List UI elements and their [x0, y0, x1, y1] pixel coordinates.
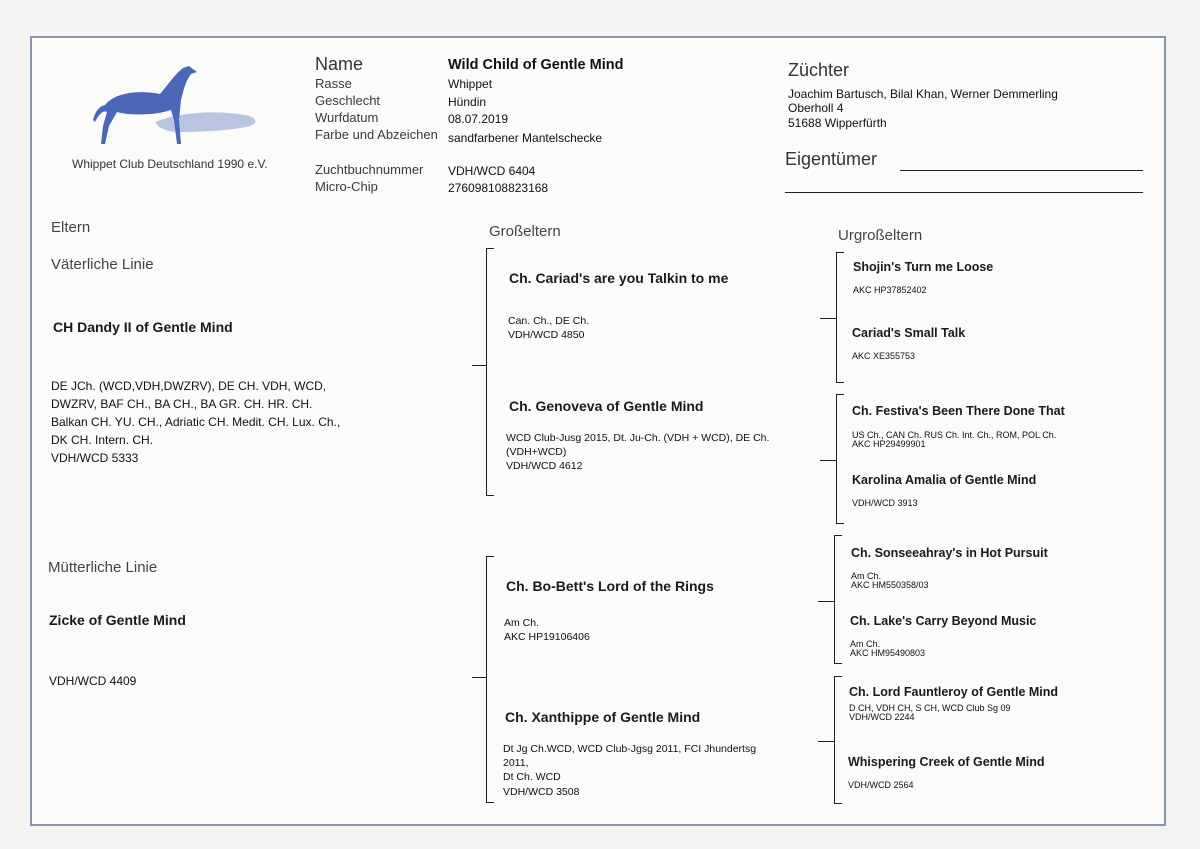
gp-bracket-2-bottom: [486, 802, 494, 803]
ggp-6-info-1: Am Ch.: [850, 639, 881, 649]
ggp-1-name: Shojin's Turn me Loose: [853, 260, 994, 274]
farbe-label: Farbe und Abzeichen: [315, 127, 438, 142]
ggp-5-info-1: Am Ch.: [851, 571, 882, 581]
zuchtbuch-label: Zuchtbuchnummer: [315, 162, 424, 177]
zuechter-names: Joachim Bartusch, Bilal Khan, Werner Demmerling: [788, 87, 1058, 101]
dam-reg: VDH/WCD 4409: [49, 674, 137, 688]
ggp-bracket-2: [836, 394, 837, 524]
ggp-bracket-3-top: [834, 535, 842, 536]
gp-3-name: Ch. Bo-Bett's Lord of the Rings: [506, 578, 714, 594]
ggp-bracket-4-bottom: [834, 803, 842, 804]
ggp-3-info-1: US Ch., CAN Ch. RUS Ch. Int. Ch., ROM, POL Ch.: [852, 430, 1057, 440]
sire-reg: VDH/WCD 5333: [51, 451, 139, 465]
eigentuemer-label: Eigentümer: [785, 149, 878, 169]
farbe-value: sandfarbener Mantelschecke: [448, 131, 603, 145]
club-name: Whippet Club Deutschland 1990 e.V.: [72, 157, 268, 171]
sire-titles-2: DWZRV, BAF CH., BA CH., BA GR. CH. HR. CH.: [51, 397, 313, 411]
ggp-2-name: Cariad's Small Talk: [852, 326, 966, 340]
ggp-bracket-1-bottom: [836, 382, 844, 383]
eigentuemer-line: [900, 170, 1143, 171]
gp-bracket-2: [486, 556, 487, 803]
gp-1-titles: Can. Ch., DE Ch.: [508, 315, 590, 327]
gp-4-titles-2: 2011,: [503, 757, 529, 769]
gp-bracket-1-bottom: [486, 495, 494, 496]
ggp-bracket-2-bottom: [836, 523, 844, 524]
ggp-4-name: Karolina Amalia of Gentle Mind: [852, 473, 1037, 487]
vaeterlich-heading: Väterliche Linie: [51, 256, 154, 273]
sire-titles-4: DK CH. Intern. CH.: [51, 433, 154, 447]
muetterlich-heading: Mütterliche Linie: [48, 559, 158, 576]
ggp-5-name: Ch. Sonseeahray's in Hot Pursuit: [851, 546, 1048, 560]
ggp-7-info-2: VDH/WCD 2244: [849, 712, 915, 722]
ggp-bracket-4-top: [834, 676, 842, 677]
dam-name: Zicke of Gentle Mind: [49, 612, 186, 628]
name-label: Name: [315, 54, 364, 74]
ggp-bracket-2-stem: [820, 460, 836, 461]
whippet-logo-icon: [85, 60, 265, 155]
gp-2-reg: VDH/WCD 4612: [506, 460, 583, 472]
ggp-bracket-3: [834, 535, 835, 664]
ggp-7-name: Ch. Lord Fauntleroy of Gentle Mind: [849, 685, 1059, 699]
gp-bracket-2-stem: [472, 677, 486, 678]
zuechter-street: Oberholl 4: [788, 101, 844, 115]
gp-1-name: Ch. Cariad's are you Talkin to me: [509, 270, 729, 286]
ggp-bracket-4-stem: [818, 741, 834, 742]
rasse-label: Rasse: [315, 76, 352, 91]
zuechter-label: Züchter: [788, 60, 850, 80]
ggp-5-info-2: AKC HM550358/03: [851, 580, 929, 590]
gp-4-titles-3: Dt Ch. WCD: [503, 771, 561, 783]
gp-bracket-1-stem: [472, 365, 486, 366]
gp-2-titles-1: WCD Club-Jusg 2015, Dt. Ju-Ch. (VDH + WCD), DE Ch.: [506, 432, 770, 444]
wurfdatum-label: Wurfdatum: [315, 110, 379, 125]
gp-1-reg: VDH/WCD 4850: [508, 329, 585, 341]
grosseltern-heading: Großeltern: [489, 223, 561, 240]
ggp-bracket-1: [836, 252, 837, 383]
gp-4-name: Ch. Xanthippe of Gentle Mind: [505, 709, 701, 725]
chip-label: Micro-Chip: [315, 179, 378, 194]
ggp-bracket-2-top: [836, 394, 844, 395]
ggp-8-name: Whispering Creek of Gentle Mind: [848, 755, 1045, 769]
ggp-bracket-1-top: [836, 252, 844, 253]
gp-4-titles-1: Dt Jg Ch.WCD, WCD Club-Jgsg 2011, FCI Jhundertsg: [503, 743, 757, 755]
sire-name: CH Dandy II of Gentle Mind: [53, 319, 233, 335]
gp-2-name: Ch. Genoveva of Gentle Mind: [509, 398, 704, 414]
ggp-2-info: AKC XE355753: [852, 351, 916, 361]
rasse-value: Whippet: [448, 77, 493, 91]
wurfdatum-value: 08.07.2019: [448, 112, 509, 126]
ggp-bracket-4: [834, 676, 835, 804]
ggp-3-name: Ch. Festiva's Been There Done That: [852, 404, 1065, 418]
gp-bracket-1: [486, 248, 487, 496]
ggp-6-info-2: AKC HM95490803: [850, 648, 926, 658]
ggp-8-info: VDH/WCD 2564: [848, 780, 914, 790]
gp-3-titles: Am Ch.: [504, 617, 540, 629]
ggp-4-info: VDH/WCD 3913: [852, 498, 918, 508]
gp-3-reg: AKC HP19106406: [504, 631, 590, 643]
ggp-1-info: AKC HP37852402: [853, 285, 927, 295]
gp-bracket-1-top: [486, 248, 494, 249]
ggp-3-info-2: AKC HP29499901: [852, 439, 926, 449]
ggp-bracket-3-bottom: [834, 663, 842, 664]
gp-bracket-2-top: [486, 556, 494, 557]
eltern-heading: Eltern: [51, 219, 91, 236]
chip-value: 276098108823168: [448, 181, 549, 195]
eigentuemer-line-2: [785, 192, 1143, 193]
sire-titles-3: Balkan CH. YU. CH., Adriatic CH. Medit. CH. Lux. Ch.,: [51, 415, 341, 429]
gp-2-titles-2: (VDH+WCD): [506, 446, 567, 458]
dog-name: Wild Child of Gentle Mind: [448, 57, 624, 73]
zuchtbuch-value: VDH/WCD 6404: [448, 164, 536, 178]
geschlecht-label: Geschlecht: [315, 93, 381, 108]
urgrosseltern-heading: Urgroßeltern: [838, 227, 923, 244]
ggp-bracket-1-stem: [820, 318, 836, 319]
ggp-bracket-3-stem: [818, 601, 834, 602]
gp-4-reg: VDH/WCD 3508: [503, 786, 580, 798]
sire-titles-1: DE JCh. (WCD,VDH,DWZRV), DE CH. VDH, WCD,: [51, 379, 327, 393]
ggp-7-info-1: D CH, VDH CH, S CH, WCD Club Sg 09: [849, 703, 1011, 713]
zuechter-city: 51688 Wipperfürth: [788, 116, 887, 130]
geschlecht-value: Hündin: [448, 95, 487, 109]
ggp-6-name: Ch. Lake's Carry Beyond Music: [850, 614, 1037, 628]
